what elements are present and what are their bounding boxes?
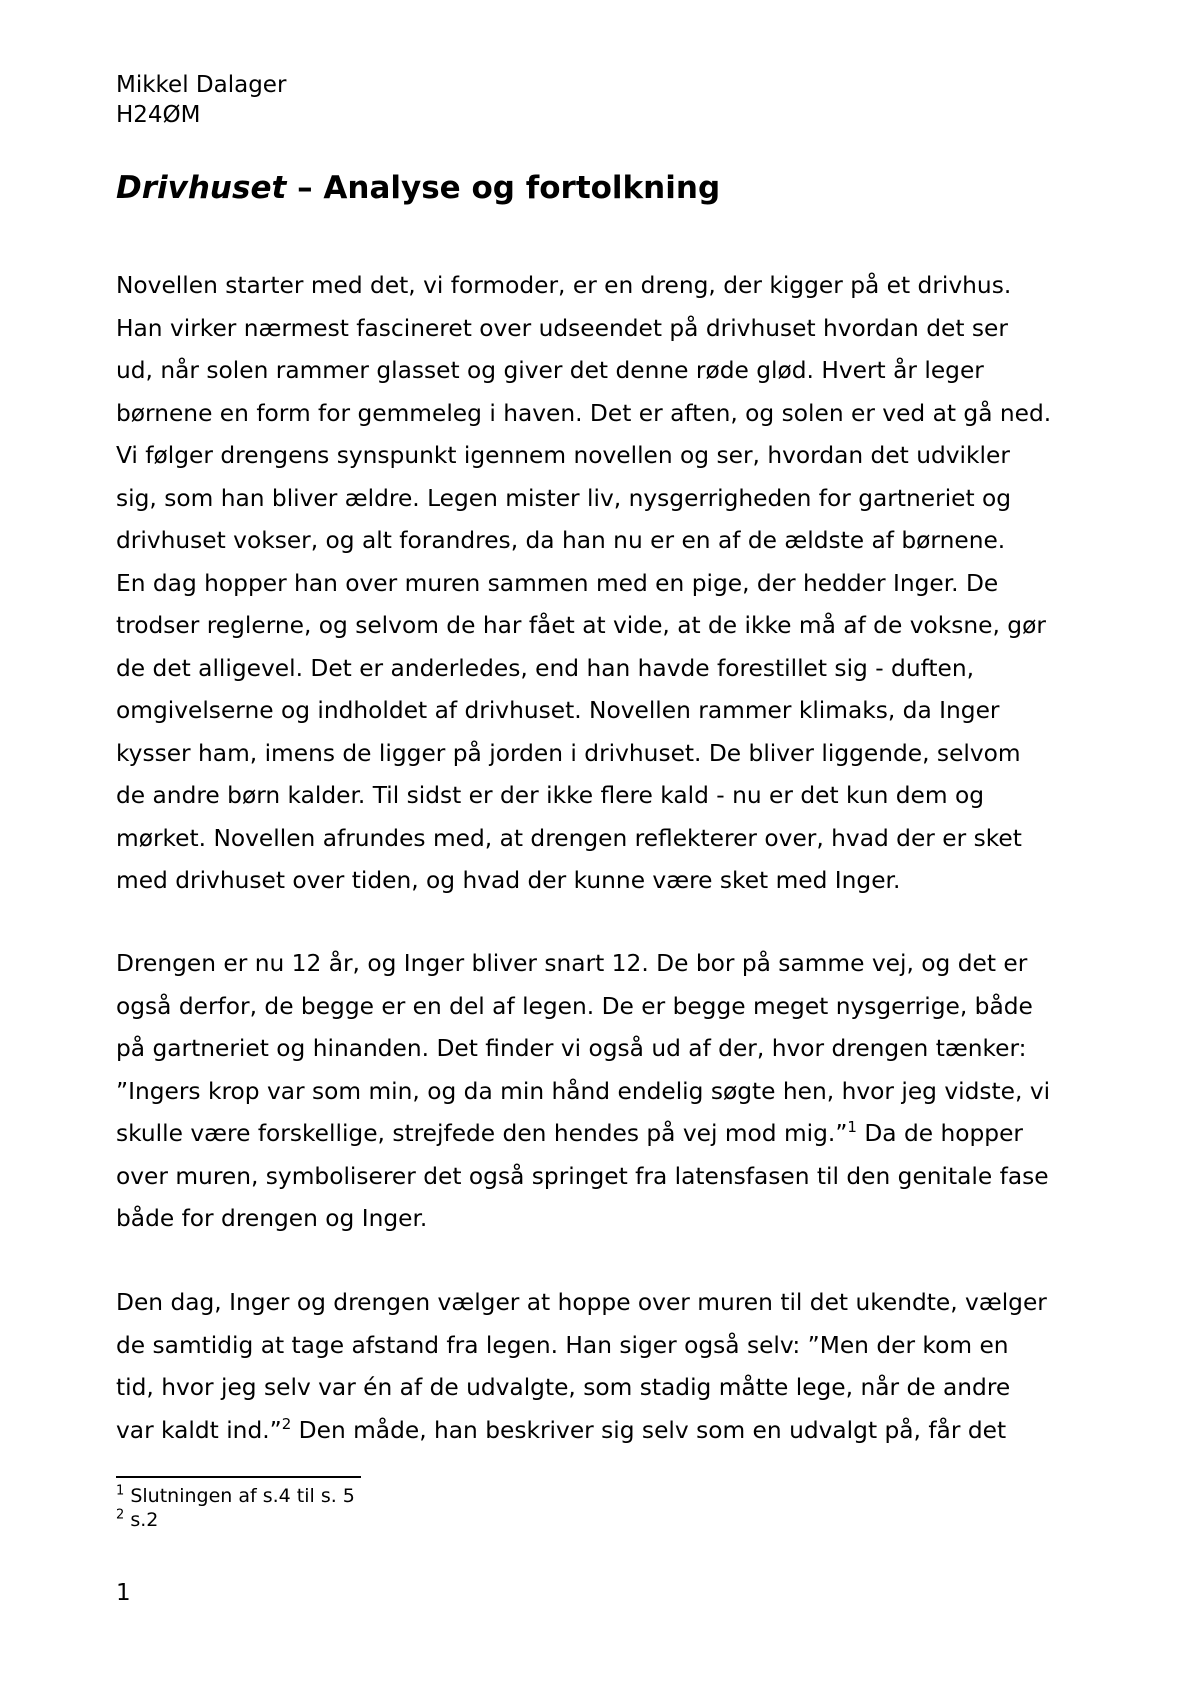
footnote-marker: 2 (116, 1507, 125, 1523)
document-header (116, 70, 286, 130)
text-segment: var kaldt ind.” (116, 1416, 282, 1444)
text-line: Den dag, Inger og drengen vælger at hoppe over muren til det ukendte, vælger (116, 1289, 1047, 1316)
text-line: ”Ingers krop var som min, og da min hånd endelig søgte hen, hvor jeg vidste, vi (116, 1077, 1051, 1105)
text-line: mørket. Novellen afrundes med, at drengen reflekterer over, hvad der er sket (116, 824, 1022, 852)
footnotes (116, 1484, 355, 1532)
text-line: både for drengen og Inger. (116, 1205, 428, 1232)
text-line: de det alligevel. Det er anderledes, end han havde forestillet sig - duften, (116, 654, 975, 682)
text-line: kysser ham, imens de ligger på jorden i drivhuset. De bliver liggende, selvom (116, 739, 1021, 767)
text-line-with-footnote (116, 1410, 1116, 1453)
text-line: de samtidig at tage afstand fra legen. Han siger også selv: ”Men der kom en (116, 1331, 1009, 1359)
paragraph-2 (116, 943, 1116, 1241)
text-line: ud, når solen rammer glasset og giver det denne røde glød. Hvert år leger (116, 357, 984, 384)
text-segment: skulle være forskellige, strejfede den hendes på vej mod mig.” (116, 1120, 848, 1147)
text-line: Vi følger drengens synspunkt igennem novellen og ser, hvordan det udvikler (116, 442, 1010, 469)
text-line: de andre børn kalder. Til sidst er der ikke flere kald - nu er det kun dem og (116, 782, 985, 809)
footnote-ref-2[interactable]: 2 (281, 1414, 292, 1433)
text-line: over muren, symboliserer det også springet fra latensfasen til den genitale fase (116, 1162, 1049, 1190)
text-line: Drengen er nu 12 år, og Inger bliver snart 12. De bor på samme vej, og det er (116, 950, 1028, 977)
footnote-text: Slutningen af s.4 til s. 5 (124, 1485, 355, 1507)
page-number: 1 (116, 1580, 131, 1606)
footnote-marker: 1 (116, 1483, 125, 1499)
text-line: også derfor, de begge er en del af legen. De er begge meget nysgerrige, både (116, 992, 1033, 1020)
paragraph-3 (116, 1282, 1116, 1452)
text-line: med drivhuset over tiden, og hvad der kunne være sket med Inger. (116, 867, 901, 894)
text-line: på gartneriet og hinanden. Det finder vi også ud af der, hvor drengen tænker: (116, 1035, 1027, 1062)
text-line: trodser reglerne, og selvom de har fået at vide, at de ikke må af de voksne, gør (116, 612, 1046, 639)
class-code: H24ØM (116, 102, 201, 128)
author-name: Mikkel Dalager (116, 72, 287, 98)
footnote-2 (116, 1508, 355, 1532)
footnote-text: s.2 (124, 1509, 159, 1531)
document-title (116, 170, 720, 206)
text-line: tid, hvor jeg selv var én af de udvalgte, som stadig måtte lege, når de andre (116, 1374, 1011, 1401)
text-line: drivhuset vokser, og alt forandres, da han nu er en af de ældste af børnene. (116, 527, 1006, 554)
text-line: Han virker nærmest fascineret over udseendet på drivhuset hvordan det ser (116, 314, 1008, 342)
text-line: En dag hopper han over muren sammen med en pige, der hedder Inger. De (116, 569, 999, 597)
footnote-separator (116, 1476, 361, 1478)
text-line: Novellen starter med det, vi formoder, er en dreng, der kigger på et drivhus. (116, 272, 1012, 299)
footnote-ref-1[interactable]: 1 (847, 1118, 857, 1137)
paragraph-1 (116, 265, 1116, 903)
title-italic: Drivhuset (116, 170, 287, 206)
text-line: sig, som han bliver ældre. Legen mister liv, nysgerrigheden for gartneriet og (116, 484, 1012, 512)
text-line: børnene en form for gemmeleg i haven. Det er aften, og solen er ved at gå ned. (116, 399, 1052, 427)
text-segment: Da de hopper (856, 1120, 1024, 1147)
footnote-1 (116, 1484, 355, 1508)
text-line-with-footnote (116, 1113, 1116, 1156)
text-segment: Den måde, han beskriver sig selv som en udvalgt på, får det (291, 1416, 1007, 1444)
title-rest: – Analyse og fortolkning (286, 170, 721, 206)
text-line: omgivelserne og indholdet af drivhuset. Novellen rammer klimaks, da Inger (116, 697, 1000, 724)
